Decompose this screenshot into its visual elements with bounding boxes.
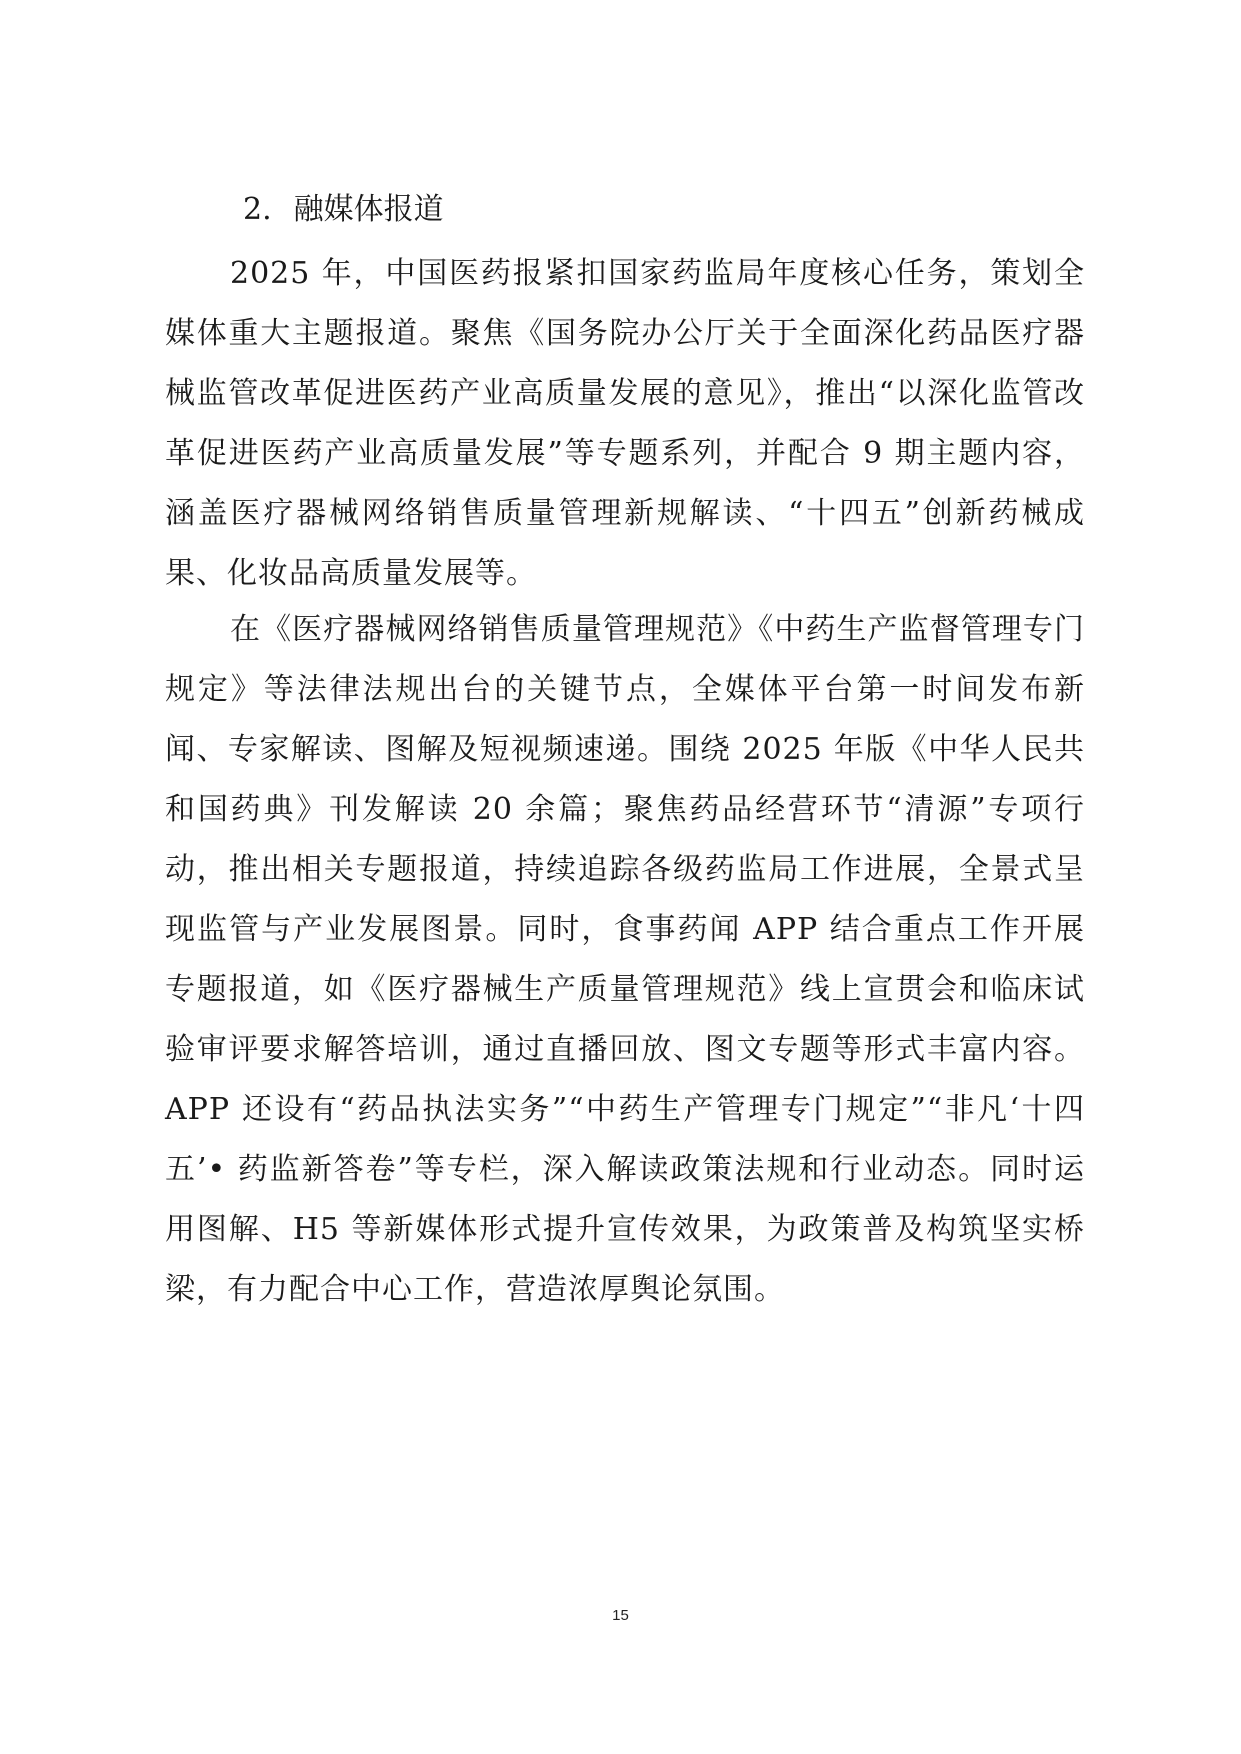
body-paragraph-2: 在《医疗器械网络销售质量管理规范》《中药生产监督管理专门规定》等法律法规出台的关键节点，全媒体平台第一时间发布新闻、专家解读、图解及短视频速递。围绕 2025 年版《中华人民共和国药典》刊发解读 20 余篇；聚焦药品经营环节“清源”专项行动，推出相关专题报道，持续追踪各级药监局工作进展，全景式呈现监管与产业发展图景。同时，食事药闻 APP 结合重点工作开展专题报道，如《医疗器械生产质量管理规范》线上宣贯会和临床试验审评要求解答培训，通过直播回放、图文专题等形式丰富内容。APP 还设有“药品执法实务”“中药生产管理专门规定”“非凡‘十四五’• 药监新答卷”等专栏，深入解读政策法规和行业动态。同时运用图解、H5 等新媒体形式提升宣传效果，为政策普及构筑坚实桥梁，有力配合中心工作，营造浓厚舆论氛围。 [165, 612, 1085, 1307]
section-number: 2. [243, 192, 272, 227]
section-title: 融媒体报道 [293, 192, 444, 227]
section-heading [243, 190, 444, 230]
body-paragraph-1: 2025 年，中国医药报紧扣国家药监局年度核心任务，策划全媒体重大主题报道。聚焦《国务院办公厅关于全面深化药品医疗器械监管改革促进医药产业高质量发展的意见》，推出“以深化监管改革促进医药产业高质量发展”等专题系列，并配合 9 期主题内容，涵盖医疗器械网络销售质量管理新规解读、“十四五”创新药械成果、化妆品高质量发展等。 [165, 256, 1085, 591]
page-number: 15 [612, 1607, 629, 1624]
